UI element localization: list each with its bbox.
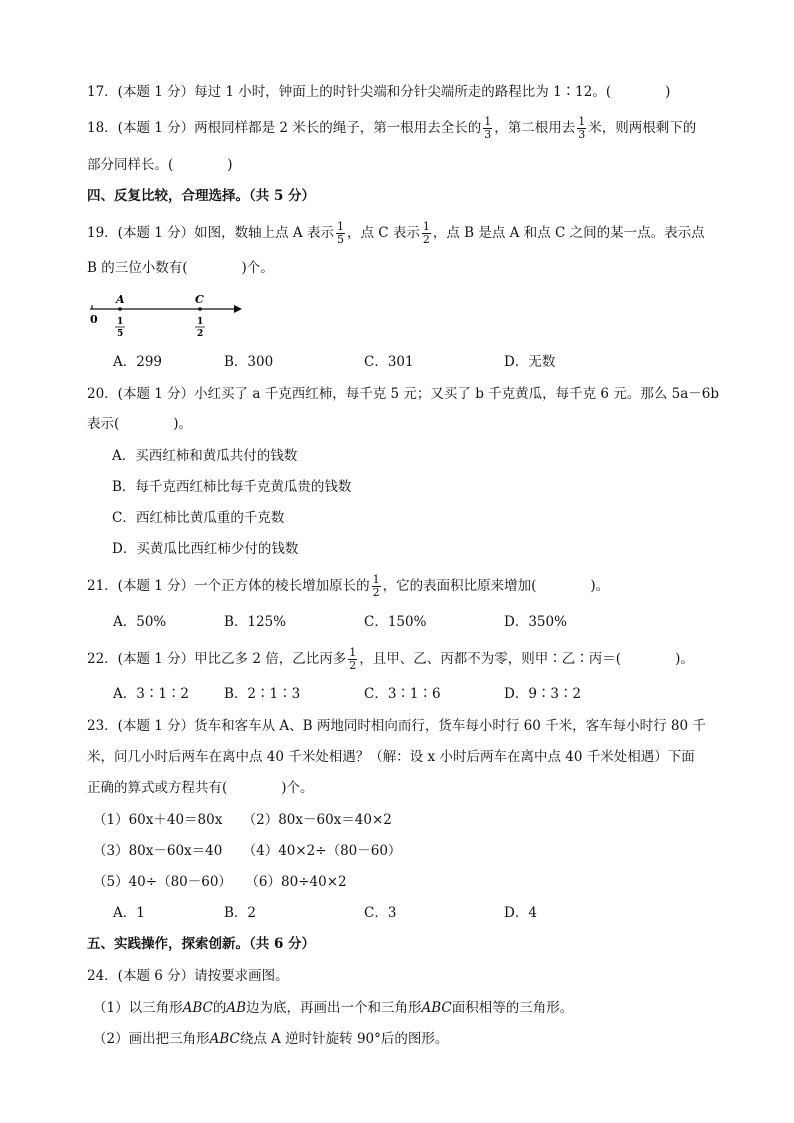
- point-a-frac-num: 1: [117, 317, 124, 327]
- question-22-text: ，且甲、乙、丙都不为零，则甲∶乙∶丙＝( )。: [359, 651, 694, 667]
- option-b[interactable]: B．125%: [224, 614, 287, 630]
- section-4-title: 四、反复比较，合理选择。（共 5 分）: [87, 188, 316, 204]
- option-d[interactable]: D．350%: [504, 614, 567, 630]
- question-19-text: ，点 C 表示: [346, 225, 420, 241]
- option-d[interactable]: D．9∶3∶2: [504, 686, 582, 702]
- equation-row-2: （3）80x－60x＝40 （4）40×2÷（80－60）: [93, 843, 402, 859]
- question-18-text: 米，则两根剩下的: [588, 120, 697, 136]
- equation-row-1: （1）60x＋40＝80x （2）80x－60x＝40×2: [93, 812, 392, 828]
- option-c[interactable]: C．3∶1∶6: [364, 686, 441, 702]
- question-18-text: 18．(本题 1 分）两根同样都是 2 米长的绳子，第一根用去全长的: [87, 120, 482, 136]
- fraction: $\frac{1}{3}$: [484, 115, 492, 141]
- question-21-text: ，它的表面积比原来增加( )。: [382, 578, 610, 594]
- point-c-frac-den: 2: [197, 329, 204, 339]
- option-a[interactable]: A．1: [113, 905, 145, 921]
- fraction: $\frac{1}{2}$: [422, 220, 430, 246]
- number-line-figure: [86, 290, 246, 350]
- fraction: $\frac{1}{5}$: [336, 220, 344, 246]
- question-20-line2: 表示( )。: [87, 416, 193, 432]
- fraction: $\frac{1}{3}$: [578, 115, 586, 141]
- option-a[interactable]: A．299: [113, 354, 163, 370]
- question-22-text: 22．(本题 1 分）甲比乙多 2 倍，乙比丙多: [87, 651, 347, 667]
- question-19-line2: B 的三位小数有( )个。: [87, 260, 274, 276]
- question-21-text: 21．(本题 1 分）一个正方体的棱长增加原长的: [87, 578, 370, 594]
- question-17: [87, 82, 670, 102]
- question-24-line1: 24．(本题 6 分）请按要求画图。: [87, 968, 289, 984]
- question-23-line2: 米，问几小时后两车在离中点 40 千米处相遇？（解：设 x 小时后两车在离中点 40 千米处相遇）下面: [87, 749, 695, 765]
- arrow-head-icon: [234, 305, 242, 313]
- question-23-line3: 正确的算式或方程共有( )个。: [87, 780, 314, 796]
- option-a[interactable]: A．3∶1∶2: [113, 686, 190, 702]
- question-19-text: ，点 B 是点 A 和点 C 之间的某一点。表示点: [432, 225, 705, 241]
- option-c[interactable]: C．150%: [364, 614, 427, 630]
- option-a[interactable]: A．50%: [113, 614, 167, 630]
- point-a-label: A: [116, 293, 125, 306]
- question-24-sub2: （2）画出把三角形ABC绕点 A 逆时针旋转 90°后的图形。: [93, 1031, 449, 1047]
- option-b[interactable]: B．2: [224, 905, 257, 921]
- option-c[interactable]: C．西红柿比黄瓜重的千克数: [112, 510, 285, 526]
- zero-label: 0: [90, 313, 98, 326]
- option-b[interactable]: B．300: [224, 354, 274, 370]
- question-17-text: 17．(本题 1 分）每过 1 小时，钟面上的时针尖端和分针尖端所走的路程比为 1∶12。( ): [87, 84, 671, 100]
- question-19-text: 19．(本题 1 分）如图，数轴上点 A 表示: [87, 225, 334, 241]
- question-18-text: ，第二根用去: [494, 120, 576, 136]
- option-d[interactable]: D．无数: [504, 354, 556, 370]
- option-d[interactable]: D．4: [504, 905, 537, 921]
- point-c: [198, 307, 202, 311]
- point-a: [118, 307, 122, 311]
- fraction: $\frac{1}{2}$: [372, 573, 380, 599]
- question-24-sub1: （1）以三角形ABC的AB边为底，再画出一个和三角形ABC面积相等的三角形。: [93, 1000, 574, 1016]
- equation-row-3: （5）40÷（80－60） （6）80÷40×2: [93, 874, 347, 890]
- option-b[interactable]: B．2∶1∶3: [224, 686, 301, 702]
- option-c[interactable]: C．301: [364, 354, 414, 370]
- point-a-frac-den: 5: [117, 329, 124, 339]
- question-20-line1: 20．(本题 1 分）小红买了 a 千克西红柿，每千克 5 元；又买了 b 千克黄瓜，每千克 6 元。那么 5a－6b: [87, 386, 719, 402]
- point-c-label: C: [195, 293, 204, 306]
- question-19: [87, 221, 705, 246]
- question-18-line2: 部分同样长。( ): [87, 157, 233, 173]
- question-22: [87, 647, 694, 672]
- question-21: [87, 574, 609, 599]
- point-c-frac-num: 1: [197, 317, 204, 327]
- fraction: $\frac{1}{2}$: [349, 646, 357, 672]
- option-d[interactable]: D．买黄瓜比西红柿少付的钱数: [112, 541, 299, 557]
- section-5-title: 五、实践操作，探索创新。（共 6 分）: [87, 936, 316, 952]
- question-23-line1: 23．(本题 1 分）货车和客车从 A、B 两地同时相向而行，货车每小时行 60 千米，客车每小时行 80 千: [87, 718, 706, 734]
- option-b[interactable]: B．每千克西红柿比每千克黄瓜贵的钱数: [112, 479, 352, 495]
- option-a[interactable]: A．买西红柿和黄瓜共付的钱数: [112, 448, 298, 464]
- option-c[interactable]: C．3: [364, 905, 397, 921]
- question-18: [87, 116, 696, 141]
